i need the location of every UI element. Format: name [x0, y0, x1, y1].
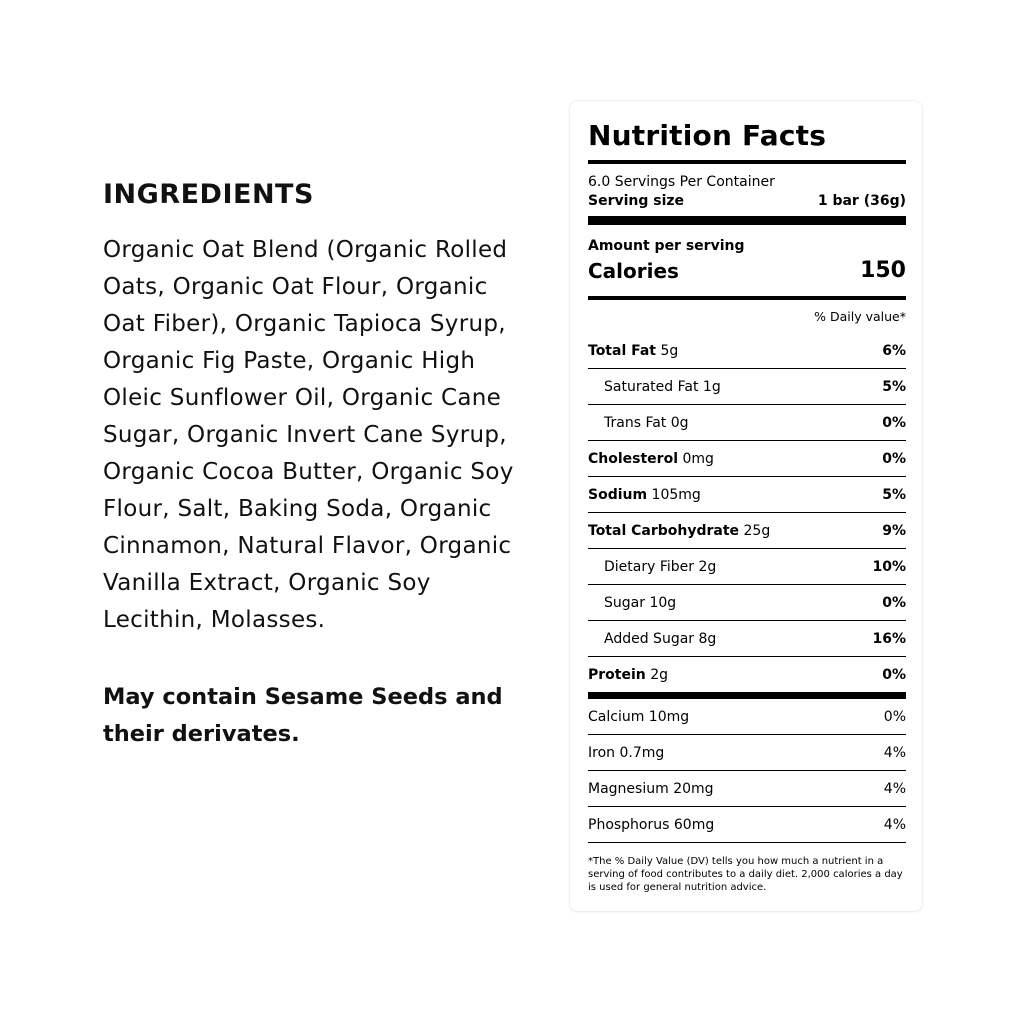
- nutrient-dv: 5%: [882, 486, 906, 503]
- mineral-dv: 4%: [883, 744, 906, 761]
- divider: [588, 692, 906, 699]
- nutrient-amount: 0g: [670, 414, 689, 431]
- nutrient-row-sugar: [588, 584, 906, 620]
- nutrient-row-total-carbohydrate: [588, 512, 906, 548]
- servings-per-container: 6.0 Servings Per Container: [588, 174, 775, 190]
- nutrient-amount: 5g: [660, 342, 679, 359]
- nutrient-name: Added Sugar: [604, 630, 695, 647]
- nutrient-dv: 5%: [882, 378, 906, 395]
- nutrient-row-dietary-fiber: [588, 548, 906, 584]
- ingredients-heading: INGREDIENTS: [103, 179, 314, 210]
- divider: [588, 160, 906, 164]
- serving-size-label: Serving size: [588, 193, 685, 209]
- mineral-name: Calcium: [588, 708, 645, 725]
- nutrient-dv: 10%: [872, 558, 906, 575]
- nutrient-dv: 0%: [882, 594, 906, 611]
- mineral-amount: 20mg: [673, 780, 714, 797]
- nutrient-row-cholesterol: [588, 440, 906, 476]
- mineral-amount: 60mg: [673, 816, 715, 833]
- nutrient-name: Sodium: [588, 486, 648, 503]
- mineral-dv: 0%: [883, 708, 906, 725]
- ingredients-list: Organic Oat Blend (Organic Rolled Oats, Organic Oat Flour, Organic Oat Fiber), Organic Tapioca Syrup, Organic Fig Paste, Organic High Oleic Sunflower Oil, Organic Cane Sugar, Organic Invert Cane Syrup, Organic Cocoa Butter, Organic Soy Flour, Salt, Baking Soda, Organic Cinnamon, Natural Flavor, Organic Vanilla Extract, Organic Soy Lecithin, Molasses.: [103, 237, 514, 633]
- daily-value-footnote: *The % Daily Value (DV) tells you how much a nutrient in a serving of food contributes to a daily diet. 2,000 calories a day is used for general nutrition advice.: [588, 856, 903, 893]
- amount-per-serving: Amount per serving: [588, 238, 745, 254]
- nutrient-amount: 8g: [698, 630, 717, 647]
- mineral-row-phosphorus: [588, 806, 906, 843]
- nutrient-name: Dietary Fiber: [604, 558, 695, 575]
- nutrient-name: Cholesterol: [588, 450, 678, 467]
- nutrient-name: Total Fat: [588, 342, 657, 359]
- divider: [588, 216, 906, 225]
- mineral-name: Iron: [588, 744, 616, 761]
- allergen-warning: May contain Sesame Seeds and their derivates.: [103, 684, 503, 747]
- nutrition-title: Nutrition Facts: [588, 119, 827, 152]
- mineral-name: Phosphorus: [588, 816, 670, 833]
- nutrient-row-total-fat: [588, 333, 906, 368]
- nutrient-amount: 2g: [650, 666, 668, 683]
- nutrient-name: Protein: [588, 666, 646, 683]
- mineral-amount: 0.7mg: [619, 744, 665, 761]
- nutrient-dv: 0%: [882, 666, 906, 683]
- nutrient-dv: 0%: [882, 414, 906, 431]
- nutrient-row-added-sugar: [588, 620, 906, 656]
- nutrient-amount: 0mg: [682, 450, 714, 467]
- nutrient-row-saturated-fat: [588, 368, 906, 404]
- nutrient-row-protein: [588, 656, 906, 692]
- nutrient-name: Trans Fat: [604, 414, 667, 431]
- divider: [588, 296, 906, 300]
- nutrient-name: Saturated Fat: [604, 378, 699, 395]
- nutrient-row-sodium: [588, 476, 906, 512]
- nutrient-amount: 10g: [649, 594, 677, 611]
- nutrient-amount: 2g: [698, 558, 717, 575]
- nutrient-amount: 25g: [743, 522, 771, 539]
- nutrient-dv: 9%: [882, 522, 906, 539]
- mineral-name: Magnesium: [588, 780, 669, 797]
- mineral-row-iron: [588, 734, 906, 770]
- calories-value: 150: [860, 258, 906, 283]
- nutrient-dv: 6%: [882, 342, 906, 359]
- nutrient-dv: 16%: [872, 630, 906, 647]
- mineral-amount: 10mg: [648, 708, 690, 725]
- nutrient-dv: 0%: [882, 450, 906, 467]
- mineral-dv: 4%: [883, 780, 906, 797]
- serving-size-value: 1 bar (36g): [817, 193, 906, 209]
- calories-label: Calories: [588, 259, 679, 283]
- nutrient-name: Sugar: [604, 594, 645, 611]
- nutrition-facts-panel: [588, 116, 906, 894]
- nutrient-name: Total Carbohydrate: [588, 522, 740, 539]
- nutrient-amount: 1g: [702, 378, 721, 395]
- ingredients-section: [103, 176, 518, 753]
- daily-value-header: % Daily value*: [814, 309, 906, 324]
- mineral-dv: 4%: [883, 816, 906, 833]
- calories-row: [588, 256, 906, 286]
- nutrient-row-trans-fat: [588, 404, 906, 440]
- mineral-row-magnesium: [588, 770, 906, 806]
- nutrient-amount: 105mg: [651, 486, 701, 503]
- mineral-row-calcium: [588, 699, 906, 734]
- serving-size-row: [588, 191, 906, 211]
